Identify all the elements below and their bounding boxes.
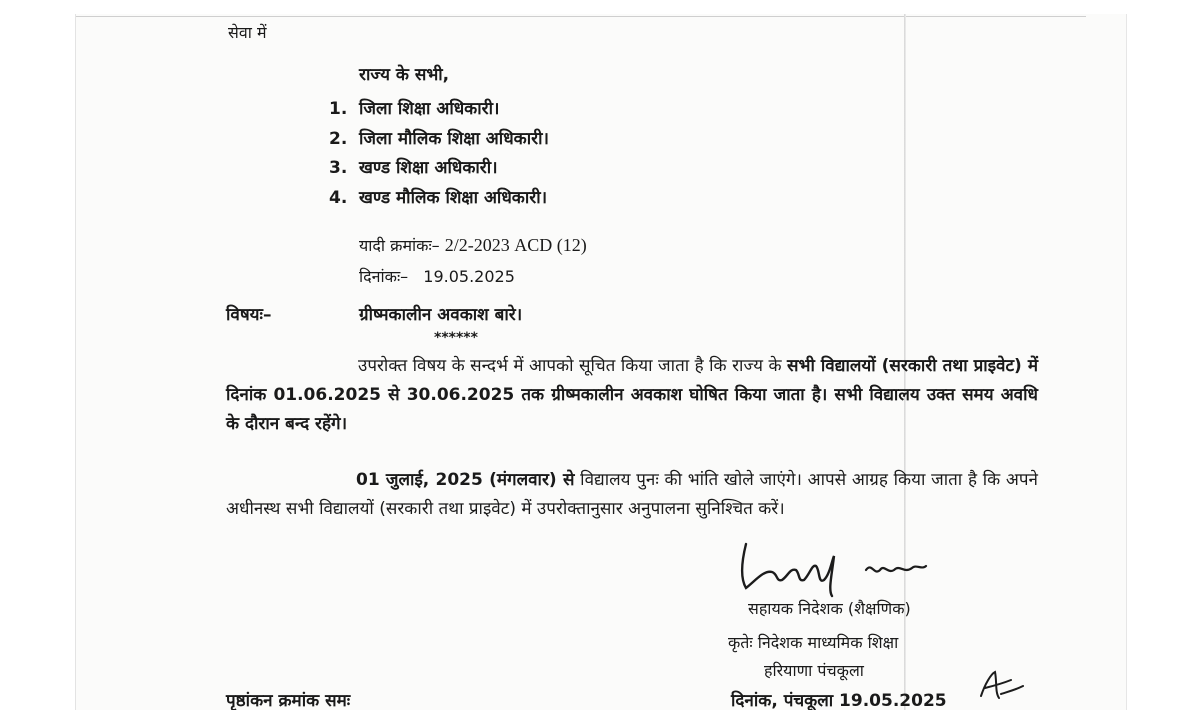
- recipient-text: खण्ड शिक्षा अधिकारी।: [359, 158, 498, 178]
- subject-text: ग्रीष्मकालीन अवकाश बारे।: [359, 305, 523, 325]
- subject-label: विषयः–: [226, 305, 272, 325]
- subject-separator: ******: [434, 330, 478, 346]
- para2-bold-text: 01 जुलाई, 2025 (मंगलवार) से: [356, 470, 575, 490]
- memo-number: [359, 234, 587, 257]
- recipients-heading: राज्य के सभी,: [359, 65, 450, 85]
- endorsement-number-label: पृष्ठांकन क्रमांक समः: [226, 691, 351, 710]
- body-paragraph-2: [226, 466, 1038, 524]
- para1-text: उपरोक्त विषय के सन्दर्भ में आपको सूचित किया जाता है कि राज्य के: [358, 356, 788, 376]
- recipient-number: 4.: [329, 188, 348, 208]
- para1-bold-text: सभी विद्यालयों (सरकारी तथा प्राइवेट) में दिनांक 01.06.2025 से 30.06.2025 तक ग्रीष्मकालीन अवकाश घोषित किया जाता है। सभी विद्यालय उक्त समय अवधि के दौरान बन्द रहेंगे।: [226, 356, 1038, 434]
- recipient-text: जिला शिक्षा अधिकारी।: [359, 99, 500, 119]
- salutation: सेवा में: [228, 23, 267, 42]
- signature-scribble: [716, 530, 976, 600]
- letter-page: [75, 14, 1127, 710]
- body-paragraph-1: [226, 352, 1038, 439]
- initials-scribble: [971, 664, 1031, 704]
- top-edge-line: [76, 16, 1086, 17]
- recipient-number: 3.: [329, 158, 348, 178]
- signatory-place: हरियाणा पंचकूला: [764, 661, 864, 680]
- footer-date-place: दिनांक, पंचकूला 19.05.2025: [731, 691, 947, 710]
- memo-number-label: यादी क्रमांकः–: [359, 236, 440, 255]
- recipient-text: खण्ड मौलिक शिक्षा अधिकारी।: [359, 188, 548, 208]
- memo-date-label: दिनांकः–: [359, 267, 409, 286]
- signatory-designation: सहायक निदेशक (शैक्षणिक): [748, 599, 911, 618]
- memo-date-value: 19.05.2025: [423, 267, 515, 286]
- recipient-text: जिला मौलिक शिक्षा अधिकारी।: [359, 129, 549, 149]
- memo-date: [359, 266, 515, 288]
- para2-text: विद्यालय पुनः की भांति खोले जाएंगे। आपसे आग्रह किया जाता है कि अपने अधीनस्थ सभी विद्यालयों (सरकारी तथा प्राइवेट) में उपरोक्तानुसार अनुपालना सुनिश्चित करें।: [226, 470, 1038, 519]
- recipient-number: 2.: [329, 129, 348, 149]
- memo-number-value: 2/2-2023 ACD (12): [444, 235, 587, 255]
- signatory-for-line: कृतेः निदेशक माध्यमिक शिक्षा: [728, 633, 899, 652]
- recipient-number: 1.: [329, 99, 348, 119]
